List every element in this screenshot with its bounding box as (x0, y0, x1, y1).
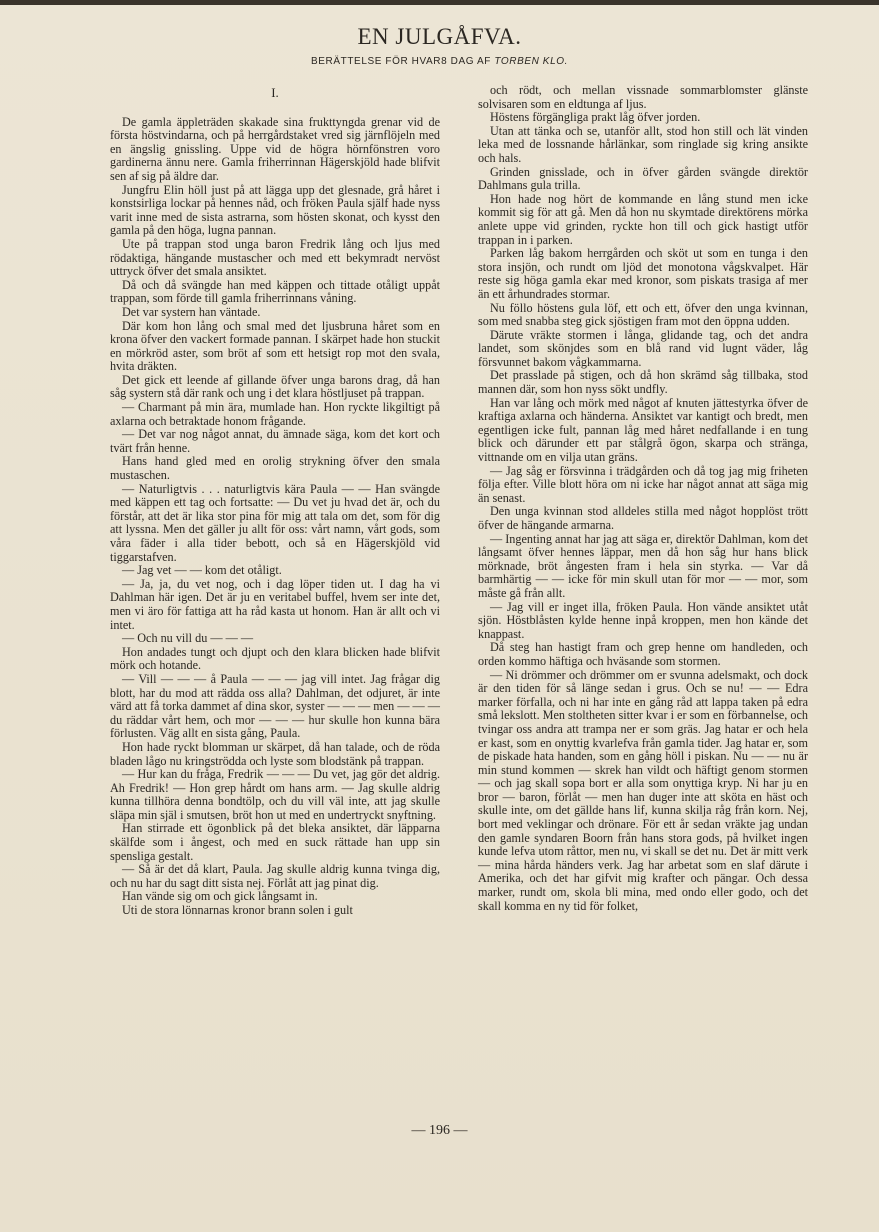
page-title: EN JULGÅFVA. (357, 24, 522, 49)
paragraph: — Hur kan du fråga, Fredrik — — — Du vet, jag gör det aldrig. Ah Fredrik! — Hon grep hårdt om hans arm. — Jag skulle aldrig kunna tillhöra denna bondtölp, och du vill väl inte, att jag skulle släpa min själ i smutsen, bröt hon ut med en undertryckt snyftning. (110, 767, 440, 822)
chapter-number: I. (271, 85, 279, 100)
paragraph: — Vill — — — å Paula — — — jag vill intet. Jag frågar dig blott, har du mod att rädda oss alla? Dahlman, det odjuret, är inte värd att få torka dammet af dina skor, syster — — — men — — — du räddar vårt hem, och mor — — — hur skulle hon kunna bära förlusten. Väg allt en sista gång, Paula. (110, 671, 440, 741)
paragraph: Han stirrade ett ögonblick på det bleka ansiktet, där läpparna skälfde som i ångest, och med en suck rättade han upp sin spensliga gestalt. (110, 821, 440, 863)
paragraph: — Jag vill er inget illa, fröken Paula. Hon vände ansiktet utåt sjön. Höstblåsten kylde henne inpå kroppen, men hon kände det knappast. (478, 599, 808, 641)
paragraph: — Naturligtvis . . . naturligtvis kära Paula — — Han svängde med käppen ett tag och fortsatte: — Du vet ju hvad det är, och du förstår, att det är lika stor pina för mig att tala om det, som för dig att lyssna. Men det gäller ju allt för oss: vårt namn, vårt gods, som våra fäder i alla tider bebott, och så en Hägerskjöld vid tiggarstafven. (110, 481, 440, 564)
paragraph: Parken låg bakom herrgården och sköt ut som en tunga i den stora insjön, och rundt om ljöd det monotona vågskvalpet. Här reste sig höga gamla ekar med kronor, som piskats trasiga af mer än ett århundrades stormar. (478, 246, 808, 301)
paragraph: Hon andades tungt och djupt och den klara blicken hade blifvit mörk och hotande. (110, 644, 440, 673)
paragraph: Utan att tänka och se, utanför allt, stod hon still och lät vinden leka med de lossnande hårlänkar, som ringlade sig kring ansikte och hals. (478, 123, 808, 165)
paragraph: Hon hade nog hört de kommande en lång stund men icke kommit sig för att gå. Men då hon nu skymtade direktörens mörka anlete uppe vid grinden, ryckte hon till och gick hastigt utför trappan in i parken. (478, 191, 808, 247)
paragraph: Hans hand gled med en orolig strykning öfver den smala mustaschen. (110, 454, 440, 483)
subtitle-lead: BERÄTTELSE FÖR HVAR8 DAG AF (311, 56, 491, 67)
author-name: TORBEN KLO. (494, 56, 568, 67)
paragraph: Det var systern han väntade. (122, 304, 261, 319)
paragraph: — Ingenting annat har jag att säga er, direktör Dahlman, kom det långsamt öfver hennes läppar, men då hon såg hur hans blick mörknade, bröt ångesten fram i hela sin styrka. — Var då barmhärtig — — icke för min skull utan för mor — — mor, som måste gå från allt. (478, 531, 808, 600)
paragraph: Han var lång och mörk med något af knuten jättestyrka öfver de kraftiga axlarna och händerna. Ansiktet var kantigt och bredt, men egentligen icke fult, pannan låg med håret nedfallande i en tung blick och därunder ett par stålgrå ögon, skarpa och stränga, vittnande om en vilja utan gräns. (478, 395, 808, 465)
paragraph: — Så är det då klart, Paula. Jag skulle aldrig kunna tvinga dig, och nu har du sagt ditt sista nej. Förlåt att jag pinat dig. (110, 862, 440, 890)
subtitle (0, 56, 879, 67)
paragraph: — Och nu vill du — — — (122, 631, 254, 646)
paragraph: Jungfru Elin höll just på att lägga upp det glesnade, grå håret i konstsirliga lockar på hennes nåd, och fröken Paula själf hade nyss varit inne med de sista astrarna, som hösten skonat, och kysst den gamla på den höga, lugna pannan. (110, 182, 440, 238)
paragraph: Då och då svängde han med käppen och tittade otåligt uppåt trappan, som förde till gamla friherrinnans våning. (110, 277, 440, 306)
paragraph: Han vände sig om och gick långsamt in. (122, 889, 318, 904)
paragraph: — Det var nog något annat, du ämnade säga, kom det kort och tvärt från henne. (110, 427, 440, 455)
right-column (478, 84, 808, 913)
paragraph: Där kom hon lång och smal med det ljusbruna håret som en krona öfver den vackert formade pannan. I skärpet hade hon stuckit en mörkröd aster, som bröt af som ett hetsigt rop mot den svala, hvita dräkten. (110, 318, 440, 374)
paragraph: Nu föllo höstens gula löf, ett och ett, öfver den unga kvinnan, som med snabba steg gick sjöstigen fram mot den öppna udden. (478, 300, 808, 329)
paragraph: och rödt, och mellan vissnade sommarblomster glänste solvisaren som en eldtunga af ljus. (478, 83, 808, 111)
page-number: — 196 — (411, 1123, 468, 1138)
paragraph: Ute på trappan stod unga baron Fredrik lång och ljus med rödaktiga, hängande mustascher och med ett bekymradt nervöst uttryck öfver det smala ansiktet. (110, 236, 440, 279)
paragraph: Därute vräkte stormen i långa, glidande tag, och det andra landet, som skönjdes som en blå rand vid lugnt väder, låg försvunnet bakom vågkammarna. (478, 327, 808, 369)
paragraph: De gamla äppleträden skakade sina frukttyngda grenar vid de första höstvindarna, och på herrgårdstaket vred sig järnflöjeln med en ängslig gnissling. Uppe vid de högra hörnfönstren voro gardinerna ännu nere. Gamla friherrinnan Hägerskjöld hade blifvit sen af sig på äldre dar. (110, 114, 440, 183)
paragraph: Den unga kvinnan stod alldeles stilla med något hopplöst trött öfver de hängande armarna. (478, 504, 808, 532)
left-column (110, 84, 440, 918)
paragraph: Grinden gnisslade, och in öfver gården svängde direktör Dahlmans gula trilla. (478, 164, 808, 193)
top-border (0, 0, 879, 5)
paragraph: Då steg han hastigt fram och grep henne om handleden, och orden kommo häftiga och hväsande som stormen. (478, 640, 808, 668)
paragraph: — Ni drömmer och drömmer om er svunna adelsmakt, och dock är den tiden för så länge sedan i grus. Och se nu! — — Edra marker förfalla, och ni har inte en gång råd att lappa taken på edra små lekslott. Men stoltheten sitter kvar i er som en förbannelse, och tvingar oss andra att trampa ner er som gräs. Jag hatar er och hela er kast, som en onyttig kvarlefva från gamla tider. Jag hatar er, som de piskade hata handen, som en gång höll i piskan. Nu — — nu är min stund kommen — skrek han vildt och häftigt genom stormen — och jag skall sopa bort er alla som onyttiga kryp. Ni har ju en bror — baron, förlåt — men han duger inte att sköta en häst och skulle inte, om det gällde hans lif, kunna skilja råg från korn. Nej, bort med veklingar och drönare. För ett år sedan vräkte jag undan den gamle syndaren Boorn från hans stora gods, på hvilket ingen kunde lefva utom råttor, men nu, vi skall se det nu. Det är mitt verk — mina hårda händers verk. Jag har arbetat som en slaf därute i Amerika, och det har gifvit mig krafter och pängar. Och dessa marker, rundt om, skola bli mina, med ondo eller godo, och det skall komma en ny tid för folket, (478, 667, 808, 913)
paragraph: Uti de stora lönnarnas kronor brann solen i gult (122, 903, 353, 918)
paragraph: Höstens förgängliga prakt låg öfver jorden. (490, 110, 701, 125)
paragraph: Hon hade ryckt blomman ur skärpet, då han talade, och de röda bladen lågo nu kringströdda och lyste som blodstänk på trappan. (110, 739, 440, 768)
paragraph: Det gick ett leende af gillande öfver unga barons drag, då han såg systern stå där rank och ung i det klara höstljuset på trappan. (110, 372, 440, 401)
paragraph: — Jag vet — — kom det otåligt. (122, 563, 282, 578)
paragraph: — Charmant på min ära, mumlade han. Hon ryckte likgiltigt på axlarna och betraktade honom frågande. (110, 400, 440, 428)
paragraph: Det prasslade på stigen, och då hon skrämd såg tillbaka, stod mannen där, som hon nyss sökt undfly. (478, 368, 808, 397)
paragraph: — Jag såg er försvinna i trädgården och då tog jag mig friheten följa efter. Ville blott höra om ni icke har något annat att säga mig än senast. (478, 463, 808, 505)
paragraph: — Ja, ja, du vet nog, och i dag löper tiden ut. I dag ha vi Dahlman här igen. Det är ju en veritabel buffel, hvem ser inte det, men vi äro för fattiga att ha råd kasta ut honom. Han är allt och vi intet. (110, 576, 440, 632)
